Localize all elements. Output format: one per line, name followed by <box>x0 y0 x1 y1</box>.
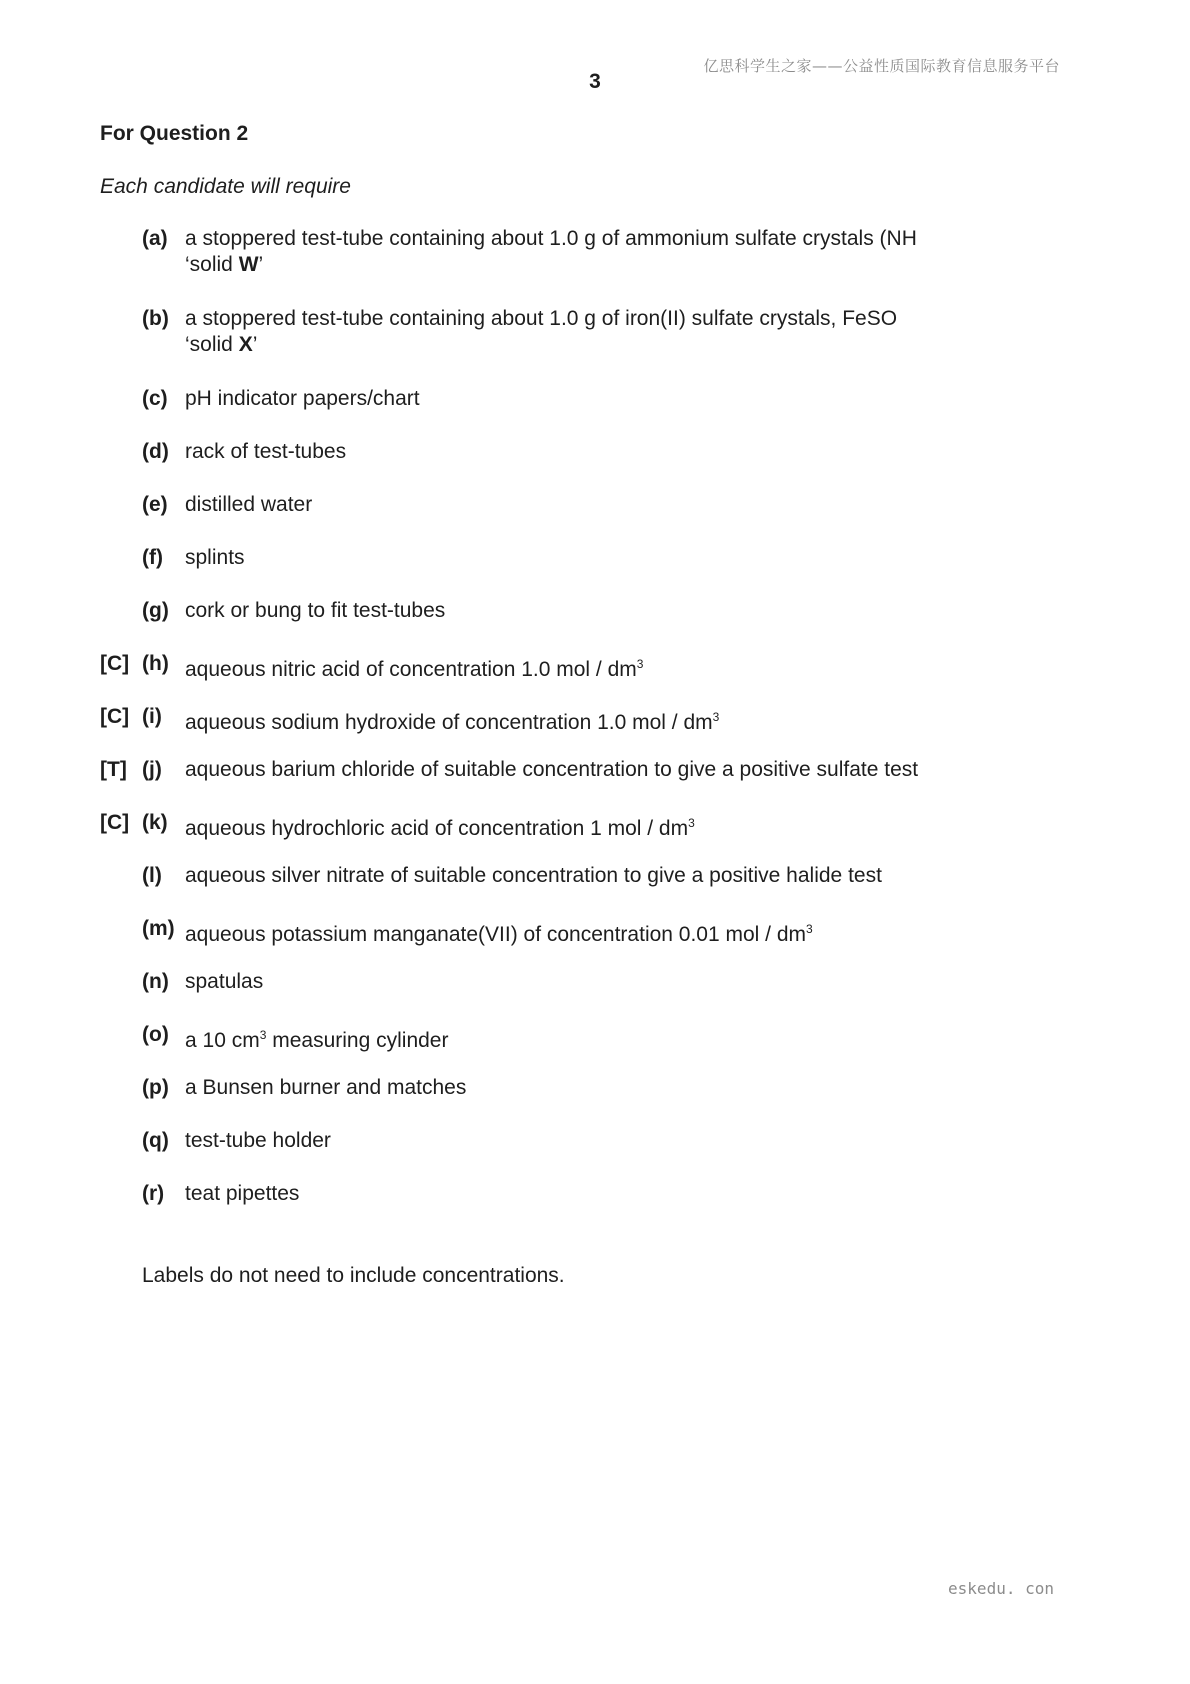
item-text <box>185 916 813 948</box>
item-text: cork or bung to fit test-tubes <box>185 599 446 622</box>
item-text: a Bunsen burner and matches <box>185 1076 467 1099</box>
superscript: 3 <box>688 816 695 830</box>
item-text: spatulas <box>185 970 264 993</box>
item-text-line2 <box>185 252 917 278</box>
item-text-post: measuring cylinder <box>266 1029 449 1052</box>
item-text-pre: ‘solid <box>185 253 239 276</box>
item-letter: (l) <box>142 864 162 887</box>
item-text-pre: a 10 cm <box>185 1029 260 1052</box>
item-letter: (f) <box>142 546 163 569</box>
item-text <box>185 1022 448 1054</box>
item-letter: (k) <box>142 811 168 834</box>
watermark-header-text: 亿思科学生之家——公益性质国际教育信息服务平台 <box>703 57 1060 75</box>
item-text: pH indicator papers/chart <box>185 387 420 410</box>
item-letter: (m) <box>142 917 175 940</box>
item-letter: (h) <box>142 652 169 675</box>
item-text: aqueous barium chloride of suitable concentration to give a positive sulfate test <box>185 758 919 781</box>
item-tag: [C] <box>100 652 130 675</box>
footnote: Labels do not need to include concentrations. <box>142 1264 565 1287</box>
item-text-main: aqueous potassium manganate(VII) of concentration 0.01 mol / dm <box>185 923 807 946</box>
item-text-line1: a stoppered test-tube containing about 1.0 g of iron(II) sulfate crystals, FeSO <box>185 307 898 330</box>
item-text-post: ’ <box>252 333 258 356</box>
item-text: aqueous silver nitrate of suitable concentration to give a positive halide test <box>185 864 882 887</box>
item-text-main: aqueous nitric acid of concentration 1.0 mol / dm <box>185 658 637 681</box>
item-text-pre: ‘solid <box>185 333 239 356</box>
watermark-footer-text: eskedu. con <box>948 1579 1054 1598</box>
item-letter: (g) <box>142 599 169 622</box>
item-text-main: aqueous sodium hydroxide of concentration 1.0 mol / dm <box>185 711 713 734</box>
item-letter: (b) <box>142 307 169 330</box>
item-text <box>185 651 643 683</box>
item-text-line1: a stoppered test-tube containing about 1.0 g of ammonium sulfate crystals (NH <box>185 227 917 250</box>
item-tag: [C] <box>100 705 130 728</box>
superscript: 3 <box>806 922 813 936</box>
item-text <box>185 226 917 278</box>
item-letter: (j) <box>142 758 162 781</box>
item-text: test-tube holder <box>185 1129 331 1152</box>
item-tag: [T] <box>100 758 127 781</box>
item-letter: (o) <box>142 1023 169 1046</box>
item-text: splints <box>185 546 245 569</box>
sample-label: W <box>238 253 259 276</box>
item-letter: (d) <box>142 440 169 463</box>
item-letter: (q) <box>142 1129 169 1152</box>
item-text-post: ’ <box>258 253 264 276</box>
sample-label: X <box>238 333 253 356</box>
item-text: distilled water <box>185 493 313 516</box>
item-text <box>185 704 719 736</box>
item-letter: (r) <box>142 1182 165 1205</box>
item-text-main: aqueous hydrochloric acid of concentration 1 mol / dm <box>185 817 689 840</box>
item-letter: (i) <box>142 705 162 728</box>
item-letter: (a) <box>142 227 168 250</box>
superscript: 3 <box>636 657 644 671</box>
superscript: 3 <box>259 1028 267 1042</box>
item-letter: (p) <box>142 1076 169 1099</box>
intro-text: Each candidate will require <box>100 175 351 198</box>
item-text: teat pipettes <box>185 1182 300 1205</box>
item-text <box>185 810 695 842</box>
item-tag: [C] <box>100 811 130 834</box>
superscript: 3 <box>712 710 720 724</box>
item-text-line2 <box>185 332 897 358</box>
item-letter: (e) <box>142 493 168 516</box>
item-letter: (c) <box>142 387 168 410</box>
item-text: rack of test-tubes <box>185 440 347 463</box>
item-letter: (n) <box>142 970 169 993</box>
section-heading: For Question 2 <box>100 122 249 145</box>
item-text <box>185 306 897 358</box>
page-number: 3 <box>589 70 601 93</box>
